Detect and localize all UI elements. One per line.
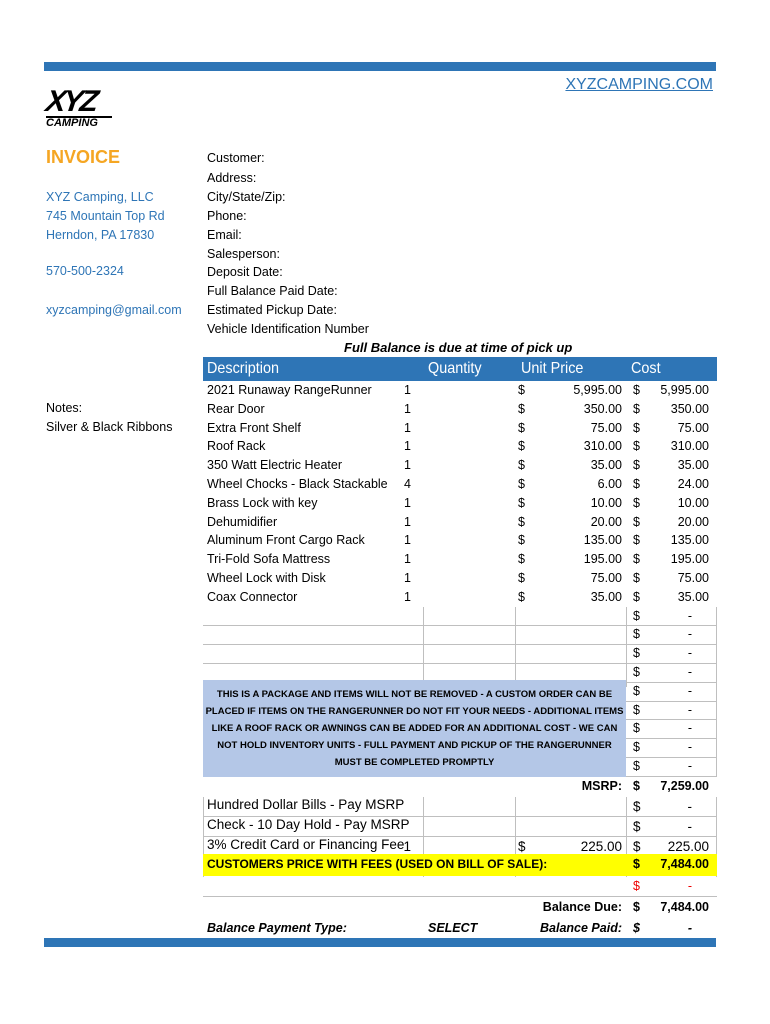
item-description: Tri-Fold Sofa Mattress xyxy=(207,552,331,567)
customer-field-label: Deposit Date: xyxy=(207,265,283,279)
item-cost: 310.00 xyxy=(670,439,709,454)
dash-value: - xyxy=(687,799,692,814)
dash-value: - xyxy=(687,879,692,893)
table-row xyxy=(203,419,717,438)
item-unit-price: 195.00 xyxy=(583,552,622,567)
table-row xyxy=(203,475,717,494)
currency-symbol: $ xyxy=(633,740,640,755)
balance-due-label: Balance Due: xyxy=(542,900,622,914)
currency-symbol: $ xyxy=(633,420,640,435)
company-street: 745 Mountain Top Rd xyxy=(46,209,165,223)
currency-symbol: $ xyxy=(633,819,641,834)
currency-symbol: $ xyxy=(633,900,640,914)
item-quantity: 1 xyxy=(404,571,411,585)
currency-symbol: $ xyxy=(518,589,525,604)
balance-payment-row xyxy=(203,919,717,938)
item-quantity: 1 xyxy=(404,533,411,548)
item-unit-price: 310.00 xyxy=(583,439,622,454)
grid-line xyxy=(626,644,717,645)
item-unit-price: 75.00 xyxy=(590,571,622,585)
logo-mark: XYZ xyxy=(43,85,98,118)
company-phone: 570-500-2324 xyxy=(46,264,124,278)
currency-symbol: $ xyxy=(633,514,640,529)
table-row xyxy=(203,588,717,607)
item-unit-price: 35.00 xyxy=(590,458,622,473)
grid-line xyxy=(626,738,717,739)
currency-symbol: $ xyxy=(633,839,641,854)
full-balance-note: Full Balance is due at time of pick up xyxy=(344,340,573,355)
dash-value: - xyxy=(687,702,692,717)
table-row xyxy=(203,644,717,663)
currency-symbol: $ xyxy=(633,799,641,814)
header-description: Description xyxy=(207,360,280,377)
grid-line xyxy=(203,644,626,645)
currency-symbol: $ xyxy=(633,665,640,679)
payment-option-label: Hundred Dollar Bills - Pay MSRP xyxy=(207,797,405,812)
currency-symbol: $ xyxy=(518,420,525,435)
balance-payment-type-label: Balance Payment Type: xyxy=(207,921,347,935)
invoice-title: INVOICE xyxy=(46,147,121,167)
company-name: XYZ Camping, LLC xyxy=(46,190,154,204)
grid-line xyxy=(423,607,424,687)
currency-symbol: $ xyxy=(633,533,640,548)
item-quantity: 1 xyxy=(404,552,411,567)
grid-line xyxy=(626,719,717,720)
balance-payment-select[interactable]: SELECT xyxy=(428,921,478,935)
customer-field-label: City/State/Zip: xyxy=(207,190,286,204)
dash-value: - xyxy=(687,627,692,642)
item-description: Rear Door xyxy=(207,401,265,416)
item-cost: 75.00 xyxy=(677,571,709,585)
table-row xyxy=(203,531,717,550)
dash-value: - xyxy=(687,665,692,679)
table-row xyxy=(203,513,717,532)
item-description: Roof Rack xyxy=(207,439,266,454)
grid-line xyxy=(203,663,626,664)
customer-price-value: 7,484.00 xyxy=(660,857,709,871)
item-unit-price: 6.00 xyxy=(597,477,622,491)
dash-value: - xyxy=(687,740,692,755)
company-city: Herndon, PA 17830 xyxy=(46,228,155,242)
customer-price-label: CUSTOMERS PRICE WITH FEES (USED ON BILL OF SALE): xyxy=(207,857,548,871)
table-row xyxy=(203,569,717,588)
item-quantity: 1 xyxy=(404,439,411,454)
msrp-value: 7,259.00 xyxy=(660,779,709,793)
grid-line xyxy=(203,625,626,626)
currency-symbol: $ xyxy=(518,552,525,567)
currency-symbol: $ xyxy=(633,552,640,567)
company-logo xyxy=(43,85,118,129)
item-cost: 5,995.00 xyxy=(660,383,709,397)
item-cost: 24.00 xyxy=(677,477,709,491)
logo-subtext: CAMPING xyxy=(46,116,112,129)
table-row xyxy=(203,437,717,456)
item-cost: 350.00 xyxy=(670,401,709,416)
grid-line xyxy=(626,682,717,683)
item-description: Wheel Chocks - Black Stackable xyxy=(207,477,388,491)
company-email[interactable]: xyzcamping@gmail.com xyxy=(46,303,182,317)
item-quantity: 1 xyxy=(404,495,411,510)
currency-symbol: $ xyxy=(633,589,640,604)
website-link[interactable]: XYZCAMPING.COM xyxy=(565,76,713,93)
item-description: Brass Lock with key xyxy=(207,495,318,510)
item-quantity: 1 xyxy=(404,383,411,397)
currency-symbol: $ xyxy=(633,458,640,473)
grid-line xyxy=(716,607,717,776)
item-cost: 75.00 xyxy=(677,420,709,435)
payment-option-row xyxy=(203,817,717,836)
item-description: Aluminum Front Cargo Rack xyxy=(207,533,365,548)
table-row xyxy=(203,625,717,644)
header-unit-price: Unit Price xyxy=(521,360,584,377)
grid-line xyxy=(515,607,516,687)
currency-symbol: $ xyxy=(633,646,640,661)
balance-paid-label: Balance Paid: xyxy=(540,921,622,935)
currency-symbol: $ xyxy=(633,879,640,893)
table-row xyxy=(203,550,717,569)
payment-option-label: Check - 10 Day Hold - Pay MSRP xyxy=(207,817,410,832)
grid-line xyxy=(626,663,717,664)
dash-value: - xyxy=(687,819,692,834)
currency-symbol: $ xyxy=(633,627,640,642)
grid-line xyxy=(203,896,717,897)
currency-symbol: $ xyxy=(633,779,640,793)
grid-line xyxy=(626,757,717,758)
item-quantity: 1 xyxy=(404,514,411,529)
item-cost: 135.00 xyxy=(670,533,709,548)
balance-due-value: 7,484.00 xyxy=(660,900,709,914)
currency-symbol: $ xyxy=(518,401,525,416)
dash-value: - xyxy=(687,759,692,773)
dash-value: - xyxy=(687,683,692,698)
currency-symbol: $ xyxy=(633,759,640,773)
currency-symbol: $ xyxy=(518,477,525,491)
currency-symbol: $ xyxy=(518,514,525,529)
empty-red-row xyxy=(203,877,717,896)
table-row xyxy=(203,494,717,513)
bottom-bar xyxy=(44,938,716,947)
customer-field-label: Address: xyxy=(207,171,257,185)
customer-price-row xyxy=(203,854,717,876)
item-quantity: 1 xyxy=(404,401,411,416)
currency-symbol: $ xyxy=(633,608,640,623)
item-description: Wheel Lock with Disk xyxy=(207,571,326,585)
grid-line xyxy=(626,607,627,687)
item-description: 2021 Runaway RangeRunner xyxy=(207,383,372,397)
balance-paid-value: - xyxy=(687,921,692,935)
table-row xyxy=(203,607,717,626)
table-row xyxy=(203,456,717,475)
currency-symbol: $ xyxy=(518,383,525,397)
currency-symbol: $ xyxy=(633,721,640,736)
item-quantity: 1 xyxy=(404,458,411,473)
item-cost: 10.00 xyxy=(677,495,709,510)
currency-symbol: $ xyxy=(633,383,640,397)
currency-symbol: $ xyxy=(633,857,640,871)
table-row xyxy=(203,381,717,400)
currency-symbol: $ xyxy=(633,401,640,416)
header-cost: Cost xyxy=(631,360,661,377)
grid-line xyxy=(626,701,717,702)
item-cost: 195.00 xyxy=(670,552,709,567)
item-quantity: 4 xyxy=(404,477,411,491)
msrp-label: MSRP: xyxy=(581,779,622,793)
dash-value: - xyxy=(687,721,692,736)
customer-field-label: Phone: xyxy=(207,209,247,223)
item-cost: 35.00 xyxy=(677,589,709,604)
currency-symbol: $ xyxy=(518,571,525,585)
table-row xyxy=(203,400,717,419)
payment-option-row xyxy=(203,797,717,816)
item-unit-price: 35.00 xyxy=(590,589,622,604)
currency-symbol: $ xyxy=(518,439,525,454)
currency-symbol: $ xyxy=(633,495,640,510)
dash-value: - xyxy=(687,646,692,661)
item-unit-price: 10.00 xyxy=(590,495,622,510)
header-quantity: Quantity xyxy=(428,360,482,377)
currency-symbol: $ xyxy=(633,477,640,491)
payment-option-unit-price: 225.00 xyxy=(580,839,622,854)
payment-option-label: 3% Credit Card or Financing Fee xyxy=(207,837,405,852)
customer-field-label: Vehicle Identification Number xyxy=(207,322,369,336)
item-cost: 20.00 xyxy=(677,514,709,529)
package-note: THIS IS A PACKAGE AND ITEMS WILL NOT BE REMOVED - A CUSTOM ORDER CAN BE PLACED IF ITEMS ON THE RANGERUNNER DO NOT FIT YOUR NEEDS - ADDITIONAL ITEMS LIKE A ROOF RACK OR AWNINGS CAN BE ADDED FOR AN ADDITIONAL COST - WE CAN NOT HOLD INVENTORY UNITS - FULL PAYMENT AND PICKUP OF THE RANGERUNNER MUST BE COMPLETED PROMPTLY xyxy=(203,680,626,777)
dash-value: - xyxy=(687,608,692,623)
item-description: Dehumidifier xyxy=(207,514,278,529)
item-unit-price: 5,995.00 xyxy=(573,383,622,397)
currency-symbol: $ xyxy=(518,495,525,510)
customer-field-label: Email: xyxy=(207,228,242,242)
item-description: Coax Connector xyxy=(207,589,298,604)
item-quantity: 1 xyxy=(404,420,411,435)
table-header xyxy=(203,357,717,381)
customer-field-label: Customer: xyxy=(207,151,265,165)
notes-label: Notes: xyxy=(46,401,83,415)
item-unit-price: 75.00 xyxy=(590,420,622,435)
grid-line xyxy=(626,625,717,626)
currency-symbol: $ xyxy=(633,439,640,454)
currency-symbol: $ xyxy=(518,458,525,473)
item-cost: 35.00 xyxy=(677,458,709,473)
currency-symbol: $ xyxy=(633,571,640,585)
customer-field-label: Full Balance Paid Date: xyxy=(207,284,338,298)
balance-due-row xyxy=(203,898,717,917)
customer-field-label: Estimated Pickup Date: xyxy=(207,303,337,317)
payment-option-cost: 225.00 xyxy=(667,839,709,854)
currency-symbol: $ xyxy=(633,921,640,935)
item-quantity: 1 xyxy=(404,589,411,604)
top-bar xyxy=(44,62,716,71)
item-unit-price: 20.00 xyxy=(590,514,622,529)
item-description: 350 Watt Electric Heater xyxy=(207,458,343,473)
payment-option-quantity: 1 xyxy=(403,839,411,854)
msrp-row xyxy=(203,777,717,796)
currency-symbol: $ xyxy=(518,839,526,854)
item-description: Extra Front Shelf xyxy=(207,420,301,435)
item-unit-price: 135.00 xyxy=(583,533,622,548)
currency-symbol: $ xyxy=(633,702,640,717)
notes-value: Silver & Black Ribbons xyxy=(46,420,173,434)
customer-field-label: Salesperson: xyxy=(207,247,280,261)
currency-symbol: $ xyxy=(518,533,525,548)
currency-symbol: $ xyxy=(633,683,640,698)
item-unit-price: 350.00 xyxy=(583,401,622,416)
